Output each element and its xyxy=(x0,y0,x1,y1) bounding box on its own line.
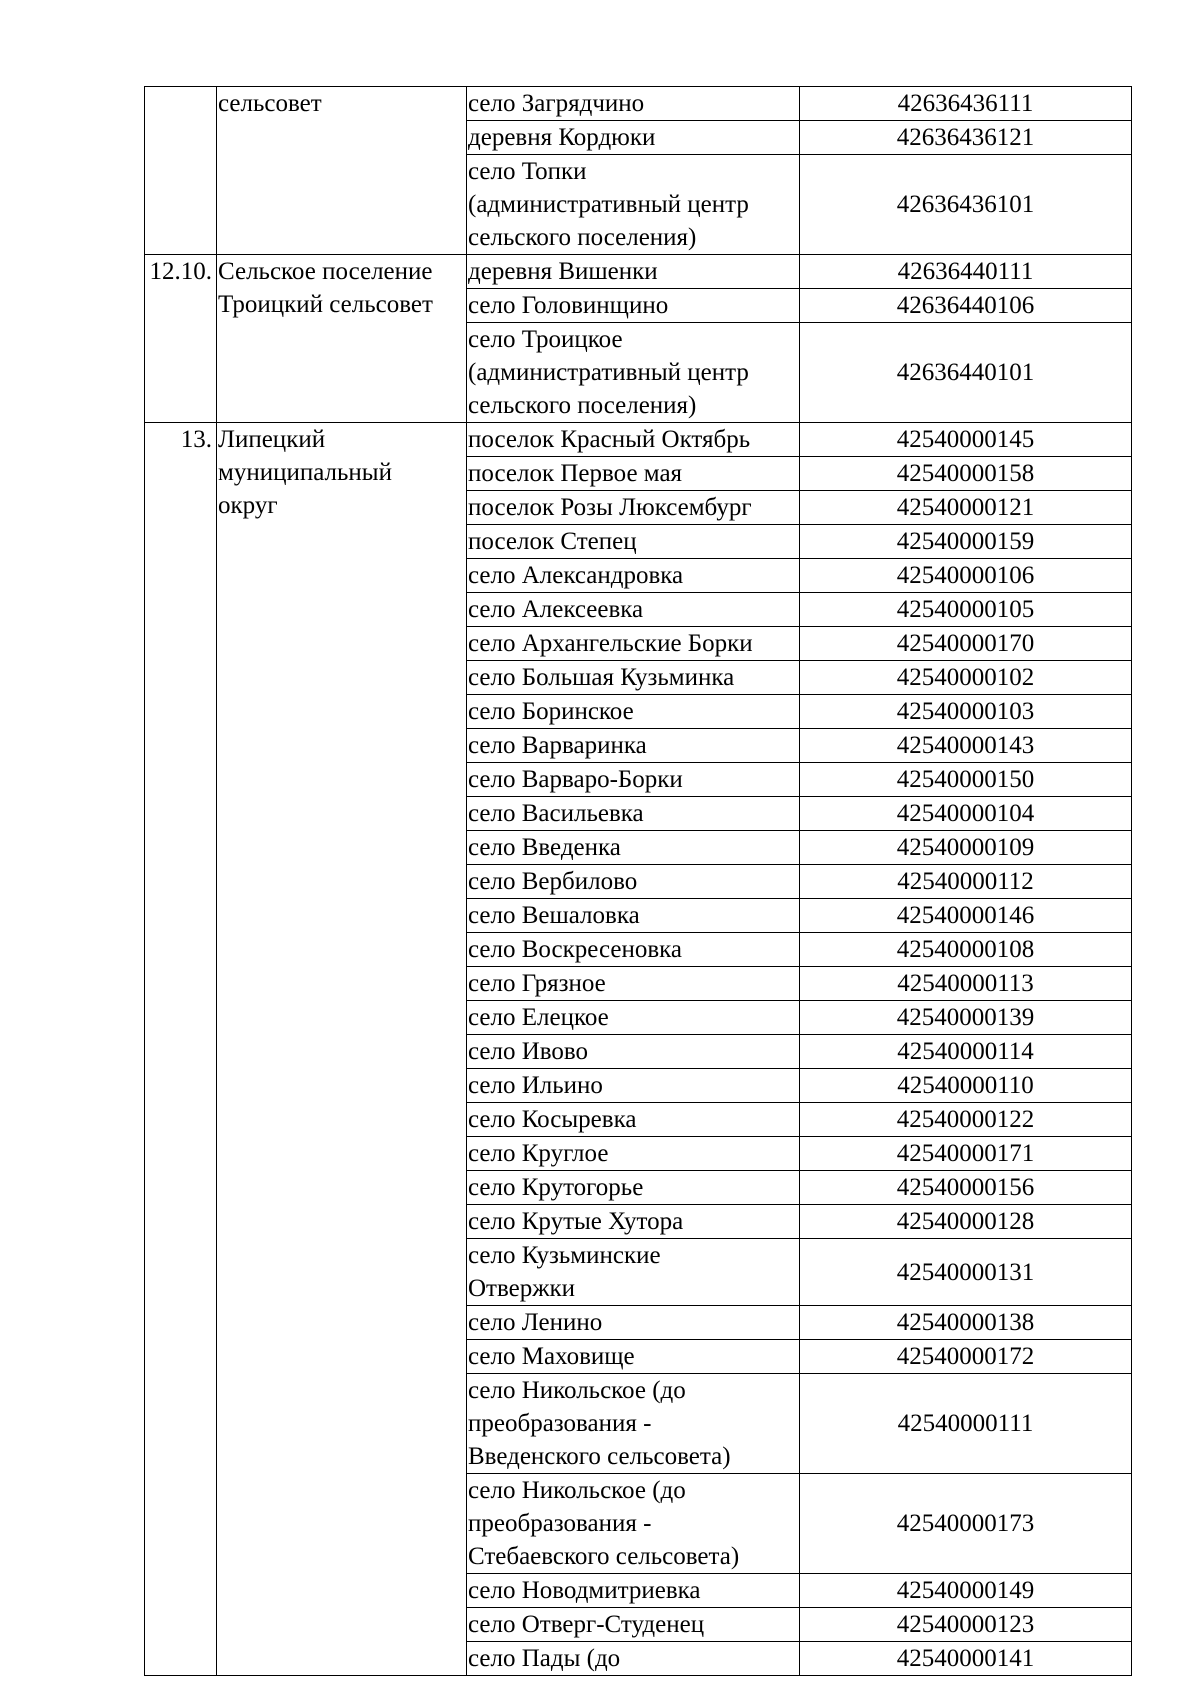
settlement-code: 42540000111 xyxy=(800,1374,1132,1474)
row-number: 13. xyxy=(145,423,217,1676)
settlement-name: село Ивово xyxy=(467,1035,800,1069)
settlement-name: село Васильевка xyxy=(467,797,800,831)
settlements-table xyxy=(144,86,1132,1676)
settlement-name: поселок Красный Октябрь xyxy=(467,423,800,457)
settlement-code: 42540000131 xyxy=(800,1239,1132,1306)
settlement-name: село Ленино xyxy=(467,1306,800,1340)
settlement-name: село Пады (до xyxy=(467,1642,800,1676)
settlement-name: село Топки (административный центр сельского поселения) xyxy=(467,155,800,255)
settlement-name: село Новодмитриевка xyxy=(467,1574,800,1608)
settlement-code: 42540000172 xyxy=(800,1340,1132,1374)
settlement-name: село Воскресеновка xyxy=(467,933,800,967)
settlement-code: 42540000110 xyxy=(800,1069,1132,1103)
settlement-name: село Варваринка xyxy=(467,729,800,763)
settlement-name: село Алексеевка xyxy=(467,593,800,627)
settlement-name: деревня Вишенки xyxy=(467,255,800,289)
settlement-code: 42636436111 xyxy=(800,87,1132,121)
settlement-code: 42540000146 xyxy=(800,899,1132,933)
settlement-code: 42540000105 xyxy=(800,593,1132,627)
settlement-name: село Круглое xyxy=(467,1137,800,1171)
settlement-name: село Введенка xyxy=(467,831,800,865)
settlement-name: поселок Розы Люксембург xyxy=(467,491,800,525)
settlement-code: 42540000104 xyxy=(800,797,1132,831)
settlement-code: 42540000143 xyxy=(800,729,1132,763)
settlement-name: село Маховище xyxy=(467,1340,800,1374)
settlement-code: 42540000122 xyxy=(800,1103,1132,1137)
settlement-code: 42540000138 xyxy=(800,1306,1132,1340)
settlement-name: село Никольское (до преобразования - Стебаевского сельсовета) xyxy=(467,1474,800,1574)
settlement-code: 42636440111 xyxy=(800,255,1132,289)
settlement-name: село Варваро-Борки xyxy=(467,763,800,797)
settlement-code: 42636440101 xyxy=(800,323,1132,423)
table-row xyxy=(145,255,1132,289)
table-row xyxy=(145,87,1132,121)
settlement-name: село Александровка xyxy=(467,559,800,593)
settlement-code: 42636436101 xyxy=(800,155,1132,255)
settlement-name: село Троицкое (административный центр сельского поселения) xyxy=(467,323,800,423)
settlement-code: 42540000112 xyxy=(800,865,1132,899)
settlement-code: 42540000171 xyxy=(800,1137,1132,1171)
settlement-code: 42540000149 xyxy=(800,1574,1132,1608)
settlement-name: село Крутые Хутора xyxy=(467,1205,800,1239)
settlement-name: село Боринское xyxy=(467,695,800,729)
row-number: 12.10. xyxy=(145,255,217,423)
district-name: Сельское поселение Троицкий сельсовет xyxy=(217,255,467,423)
settlement-code: 42540000108 xyxy=(800,933,1132,967)
settlement-code: 42540000170 xyxy=(800,627,1132,661)
settlement-name: поселок Степец xyxy=(467,525,800,559)
settlement-name: село Большая Кузьминка xyxy=(467,661,800,695)
settlement-name: село Отверг-Студенец xyxy=(467,1608,800,1642)
settlement-code: 42636440106 xyxy=(800,289,1132,323)
settlement-name: село Никольское (до преобразования - Введенского сельсовета) xyxy=(467,1374,800,1474)
settlement-name: село Кузьминские Отвержки xyxy=(467,1239,800,1306)
settlement-code: 42540000121 xyxy=(800,491,1132,525)
district-name: Липецкий муниципальный округ xyxy=(217,423,467,1676)
settlement-code: 42540000128 xyxy=(800,1205,1132,1239)
table-row xyxy=(145,423,1132,457)
settlement-code: 42540000150 xyxy=(800,763,1132,797)
settlement-name: село Вербилово xyxy=(467,865,800,899)
settlement-name: поселок Первое мая xyxy=(467,457,800,491)
settlement-code: 42540000123 xyxy=(800,1608,1132,1642)
settlement-code: 42540000109 xyxy=(800,831,1132,865)
settlement-code: 42636436121 xyxy=(800,121,1132,155)
settlement-code: 42540000156 xyxy=(800,1171,1132,1205)
settlement-name: село Косыревка xyxy=(467,1103,800,1137)
settlement-name: село Елецкое xyxy=(467,1001,800,1035)
settlement-name: село Архангельские Борки xyxy=(467,627,800,661)
settlement-code: 42540000114 xyxy=(800,1035,1132,1069)
settlement-code: 42540000141 xyxy=(800,1642,1132,1676)
settlement-code: 42540000158 xyxy=(800,457,1132,491)
district-name: сельсовет xyxy=(217,87,467,255)
settlement-code: 42540000102 xyxy=(800,661,1132,695)
settlement-code: 42540000106 xyxy=(800,559,1132,593)
row-number xyxy=(145,87,217,255)
settlement-code: 42540000159 xyxy=(800,525,1132,559)
settlement-code: 42540000173 xyxy=(800,1474,1132,1574)
settlement-name: село Ильино xyxy=(467,1069,800,1103)
settlement-name: село Крутогорье xyxy=(467,1171,800,1205)
settlement-code: 42540000145 xyxy=(800,423,1132,457)
settlement-code: 42540000139 xyxy=(800,1001,1132,1035)
settlement-name: село Головинщино xyxy=(467,289,800,323)
settlement-code: 42540000113 xyxy=(800,967,1132,1001)
settlement-name: село Вешаловка xyxy=(467,899,800,933)
settlement-name: село Грязное xyxy=(467,967,800,1001)
settlement-code: 42540000103 xyxy=(800,695,1132,729)
settlement-name: деревня Кордюки xyxy=(467,121,800,155)
settlement-name: село Загрядчино xyxy=(467,87,800,121)
